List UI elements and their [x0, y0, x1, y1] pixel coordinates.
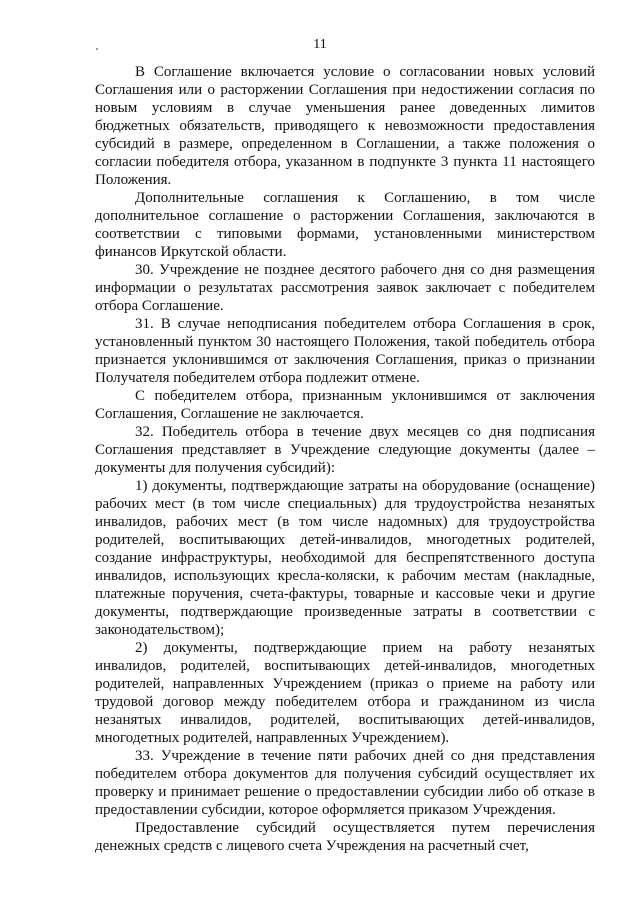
paragraph-subsidy-transfer: Предоставление субсидий осуществляется путем перечисления денежных средств с лицевого счета Учреждения на расчетный счет, [95, 820, 595, 854]
paragraph-additional-agreements: Дополнительные соглашения к Соглашению, в том числе дополнительное соглашение о расторжении Соглашения, заключаются в соответствии с типовыми формами, установленными министерством финансов Иркутской области. [95, 190, 595, 260]
paragraph-item-1: 1) документы, подтверждающие затраты на оборудование (оснащение) рабочих мест (в том числе специальных) для трудоустройства незанятых инвалидов, рабочих мест (в том числе надомных) для трудоустройства родителей, воспитывающих детей-инвалидов, многодетных родителей, создание инфраструктуры, необходимой для беспрепятственного доступа инвалидов, использующих кресла-коляски, к рабочим местам (накладные, платежные поручения, счета-фактуры, товарные и кассовые чеки и другие документы, подтверждающие произведенные затраты в соответствии с законодательством); [95, 478, 595, 638]
paragraph-clause-31: 31. В случае неподписания победителем отбора Соглашения в срок, установленный пунктом 30 настоящего Положения, такой победитель отбора признается уклонившимся от заключения Соглашения, приказ о признании Получателя победителем отбора подлежит отмене. [95, 316, 595, 386]
paragraph-agreement-conditions: В Соглашение включается условие о согласовании новых условий Соглашения или о расторжении Соглашения при недостижении согласия по новым условиям в случае уменьшения ранее доведенных лимитов бюджетных обязательств, приводящего к невозможности предоставления субсидий в размере, определенном в Соглашении, а также положения о согласии победителя отбора, указанном в подпункте 3 пункта 11 настоящего Положения. [95, 64, 595, 188]
paragraph-clause-30: 30. Учреждение не позднее десятого рабочего дня со дня размещения информации о результатах рассмотрения заявок заключает с победителем отбора Соглашение. [95, 262, 595, 314]
paragraph-clause-33: 33. Учреждение в течение пяти рабочих дней со дня представления победителем отбора документов для получения субсидий осуществляет их проверку и принимает решение о предоставлении субсидии либо об отказе в предоставлении субсидии, которое оформляется приказом Учреждения. [95, 748, 595, 818]
paragraph-clause-32: 32. Победитель отбора в течение двух месяцев со дня подписания Соглашения представляет в Учреждение следующие документы (далее – документы для получения субсидий): [95, 424, 595, 476]
document-body [95, 63, 595, 855]
page-number: 11 [313, 37, 327, 52]
paragraph-item-2: 2) документы, подтверждающие прием на работу незанятых инвалидов, родителей, воспитывающих детей-инвалидов, многодетных родителей, направленных Учреждением (приказ о приеме на работу или трудовой договор между победителем отбора и гражданином из числа незанятых инвалидов, родителей, воспитывающих детей-инвалидов, многодетных родителей, направленных Учреждением). [95, 640, 595, 746]
paragraph-evasion-note: С победителем отбора, признанным уклонившимся от заключения Соглашения, Соглашение не заключается. [95, 388, 595, 422]
